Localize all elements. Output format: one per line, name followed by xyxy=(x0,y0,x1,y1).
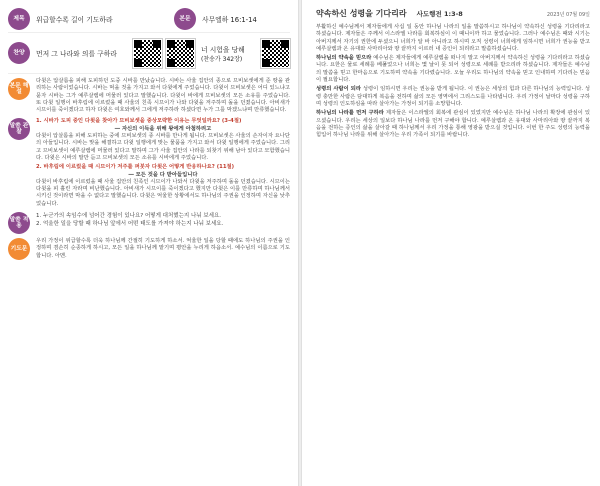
qr-code-icon[interactable] xyxy=(133,39,162,68)
prayer-text: 우리 가정이 위급할수록 더욱 하나님께 간절히 기도하게 하소서. 억울한 일을 당할 때에도 하나님의 주권을 인정하며 겸손히 순종하게 하시고, 모든 일을 하나님께 맡기며 평안을 누리게 하옵소서. 예수님의 이름으로 기도합니다. 아멘. xyxy=(36,238,290,259)
section-text: 제자들은 이스라엘의 회복에 관심이 있었지만 예수님은 하나님 나라의 확장에 관심이 있으셨습니다. 우리는 세상의 일보다 하나님 나라를 먼저 구해야 합니다. 예루살렘과 온 유대와 사마리아와 땅 끝까지 복음을 전하는 증인의 삶을 살아갈 때 하나님께서 우리 가정을 통해 영광을 받으실 것입니다. 이번 한 주도 성령의 능력을 힘입어 하나님 나라를 위해 살아가는 우리 가족이 되기를 바랍니다. xyxy=(316,110,591,139)
section-text: 예수님은 제자들에게 예루살렘을 떠나지 말고 아버지께서 약속하신 성령을 기다리라고 하셨습니다. 요한은 물로 세례를 베풀었으나 너희는 몇 날이 못 되어 성령으로 세례를 받으리라 하셨습니다. 제자들은 예수님의 말씀을 믿고 한마음으로 기도하며 약속을 기다렸습니다. 오늘 우리도 하나님의 약속을 믿고 인내하며 기다리는 믿음이 필요합니다. xyxy=(316,55,590,84)
right-section-2 xyxy=(316,86,590,108)
intro-tag: 본문 해설 xyxy=(8,78,30,100)
right-ref: 사도행전 1:3-8 xyxy=(416,10,463,18)
answer-2: ― 모든 것을 다 받아들입니다 xyxy=(128,171,198,178)
question-2-text: 다윗이 바후림에 이르렀을 때 사울 집안의 친족인 시므이가 나와서 다윗을 저주하며 돌을 던졌습니다. 시므이는 다윗을 피 흘린 자라며 비난했습니다. 아비새가 시므이를 죽이겠다고 했지만 다윗은 이를 만류하며 하나님께서 시키신 것이라면 막을 수 없다고 말했습니다. 다윗은 억울한 상황에서도 하나님의 주권을 인정하며 자신을 낮추었습니다. xyxy=(36,178,290,207)
qr-code-icon[interactable] xyxy=(261,39,290,68)
praise2-sub: (찬송가 342장) xyxy=(201,55,243,63)
passage-tag: 본문 xyxy=(174,8,196,30)
section-text: 성령이 임하시면 우리는 권능을 받게 됩니다. 이 권능은 세상의 힘과 다른 하나님의 능력입니다. 성령 충만한 사람은 담대하게 복음을 전하며 삶의 모든 영역에서 그리스도를 나타냅니다. 우리 가정이 날마다 성령을 구하며 성령의 인도하심을 따라 살아가는 가정이 되기를 소망합니다. xyxy=(316,86,590,107)
discussion-section xyxy=(8,118,290,208)
section-heading: 하나님의 나라를 먼저 구하라 xyxy=(316,110,384,117)
prayer-tag: 기도문 xyxy=(8,238,30,260)
praise2 xyxy=(201,44,261,63)
praise-tag: 찬양 xyxy=(8,42,30,64)
intro-section xyxy=(8,78,290,114)
right-header xyxy=(316,8,590,19)
section-heading: 성령의 사람이 되라 xyxy=(316,86,361,93)
apply-list xyxy=(36,212,290,228)
apply-section xyxy=(8,212,290,234)
section-heading: 하나님의 약속을 믿으라 xyxy=(316,55,372,62)
question-2: 2. 바후림에 이르렀을 때 시므이가 저주를 퍼붓자 다윗은 어떻게 반응하나요? (11절) xyxy=(36,164,235,171)
prayer-section xyxy=(8,238,290,260)
question-1-text: 다윗이 압살롬을 피해 도피하는 중에 므비보셋의 종 시바를 만나게 됩니다. 므비보셋은 사울의 손자이자 요나단의 아들입니다. 시바는 맞을 해결하고 다윗 일행에게 맞는 물품을 가지고 와서 다윗 일행에게 주었습니다. 그리고 므비보셋이 예루살렘에 머물러 있다고 말하며 그가 사울 집안의 나라를 되찾기 위해 남아 있다고 모함했습니다. 다윗은 시바의 말만 듣고 므비보셋의 모든 소유를 시바에게 주었습니다. xyxy=(36,133,290,161)
praise-row xyxy=(8,33,290,74)
right-section-1 xyxy=(316,55,590,84)
right-title: 약속하신 성령을 기다리라 xyxy=(316,9,407,18)
title-tag: 제목 xyxy=(8,8,30,30)
right-title-group xyxy=(316,8,463,19)
right-para-1: 부활하신 예수님께서 제자들에게 사십 일 동안 하나님 나라의 일을 말씀하시고 하나님이 약속하신 성령을 기다리라고 하셨습니다. 제자들은 주께서 이스라엘 나라를 회복하심이 이 때니이까 하고 물었습니다. 그러나 예수님은 때와 시기는 아버지께서 자기의 권한에 두셨으니 너희가 알 바 아니라고 하시며 오직 성령이 너희에게 임하시면 너희가 권능을 받고 예루살렘과 온 유대와 사마리아와 땅 끝까지 이르러 내 증인이 되리라고 말씀하셨습니다. xyxy=(316,24,590,52)
discussion-tag: 말씀 관찰 xyxy=(8,118,30,140)
left-page xyxy=(0,0,298,486)
apply-tag: 말씀 적용 xyxy=(8,212,30,234)
right-page xyxy=(302,0,600,486)
right-date: 2023년 07월 09일 xyxy=(546,12,590,18)
apply-item: 1. 누군가의 속임수에 넘어간 경험이 있나요? 어떻게 대처했는지 나눠 보세요. xyxy=(36,213,222,220)
right-section-3 xyxy=(316,110,590,139)
apply-item: 2. 억울한 일을 당할 때 하나님 앞에서 어떤 태도를 가져야 하는지 나눠 보세요. xyxy=(36,221,224,228)
praise-title: 먼저 그 나라와 의를 구하라 xyxy=(36,50,117,58)
praise2-title: 너 시험을 당해 xyxy=(201,45,245,54)
discussion-body xyxy=(36,118,290,208)
sermon-title: 위급할수록 길이 기도하라 xyxy=(36,16,113,24)
answer-1: ― 자신의 이득을 위해 왕에게 아첨하려고 xyxy=(114,125,212,132)
intro-text: 다윗은 압살롬을 피해 도피하던 도중 시바를 만났습니다. 시바는 사울 집안의 종으로 므비보셋에게 준 땅을 관리하는 사람이었습니다. 시바는 먹을 것을 가지고 와서 다윗에게 주었습니다. 다윗이 므비보셋은 어디 있느냐고 묻자 시바는 그가 예루살렘에 머물러 있다고 말했습니다. 다윗이 바에게 므비보셋의 모든 소유를 주었습니다. 또 다윗 일행이 바후림에 이르렀을 때 사울의 친족 시므이가 나와 다윗을 저주하며 돌을 던졌습니다. 아비새가 시므이를 죽이겠다고 하자 다윗은 여호와께서 그에게 저주하라 하셨다면 누가 그를 막겠느냐며 만류했습니다. xyxy=(36,78,290,114)
passage-ref: 사무엘하 16:1-14 xyxy=(202,16,257,24)
question-1: 1. 시바가 도피 중인 다윗을 찾아가 므비보셋을 중상모략한 이유는 무엇일까요? (3-4절) xyxy=(36,118,242,125)
qr-code-icon[interactable] xyxy=(166,39,195,68)
title-row xyxy=(8,6,290,33)
